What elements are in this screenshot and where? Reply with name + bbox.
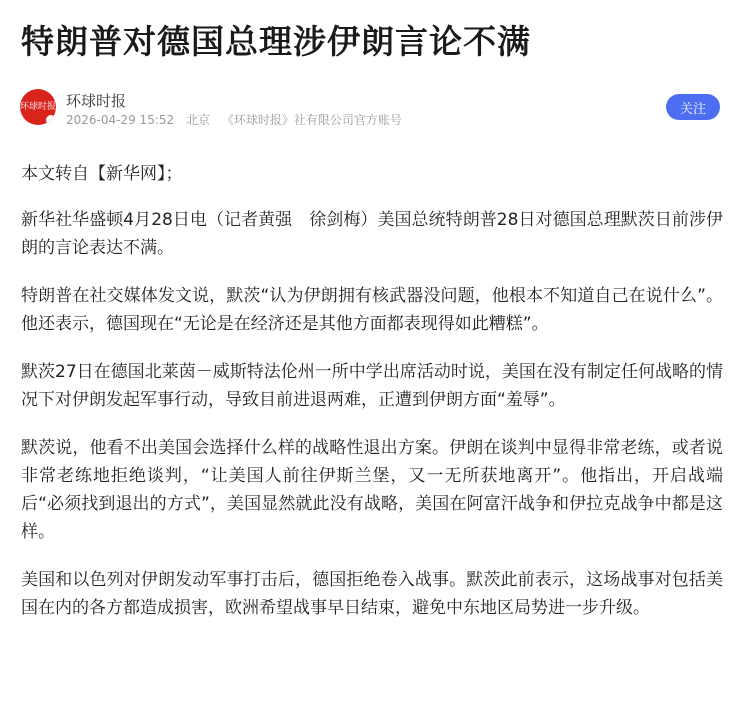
paragraph: 新华社华盛顿4月28日电（记者黄强 徐剑梅）美国总统特朗普28日对德国总理默茨日前涉伊朗的言论表达不满。 xyxy=(21,210,723,258)
article-title: 特朗普对德国总理涉伊朗言论不满 xyxy=(21,22,531,61)
paragraph: 默茨27日在德国北莱茵－威斯特法伦州一所中学出席活动时说，美国在没有制定任何战略的情况下对伊朗发起军事行动，导致目前进退两难，正遭到伊朗方面“羞辱”。 xyxy=(21,362,723,410)
paragraph: 美国和以色列对伊朗发动军事打击后，德国拒绝卷入战事。默茨此前表示，这场战事对包括美国在内的各方都造成损害，欧洲希望战事早日结束，避免中东地区局势进一步升级。 xyxy=(21,570,723,618)
article-body xyxy=(21,160,723,642)
paragraph: 特朗普在社交媒体发文说，默茨“认为伊朗拥有核武器没问题，他根本不知道自己在说什么”。他还表示，德国现在“无论是在经济还是其他方面都表现得如此糟糕”。 xyxy=(21,286,723,334)
publish-date: 2026-04-29 15:52 xyxy=(66,113,175,127)
account-description: 《环球时报》社有限公司官方账号 xyxy=(221,113,402,127)
publish-location: 北京 xyxy=(185,113,210,127)
avatar-logo-text: 环球时报 xyxy=(20,101,56,112)
follow-button[interactable]: 关注 xyxy=(666,94,720,120)
avatar[interactable] xyxy=(20,89,56,125)
paragraph: 本文转自【新华网】； xyxy=(21,164,183,184)
paragraph: 默茨说，他看不出美国会选择什么样的战略性退出方案。伊朗在谈判中显得非常老练，或者说非常老练地拒绝谈判，“让美国人前往伊斯兰堡，又一无所获地离开”。他指出，开启战端后“必须找到退出的方式”，美国显然就此没有战略，美国在阿富汗战争和伊拉克战争中都是这样。 xyxy=(21,438,723,542)
author-row xyxy=(20,89,720,127)
article-meta xyxy=(66,111,410,128)
author-name[interactable]: 环球时报 xyxy=(66,92,127,110)
verified-badge-icon xyxy=(44,113,56,125)
